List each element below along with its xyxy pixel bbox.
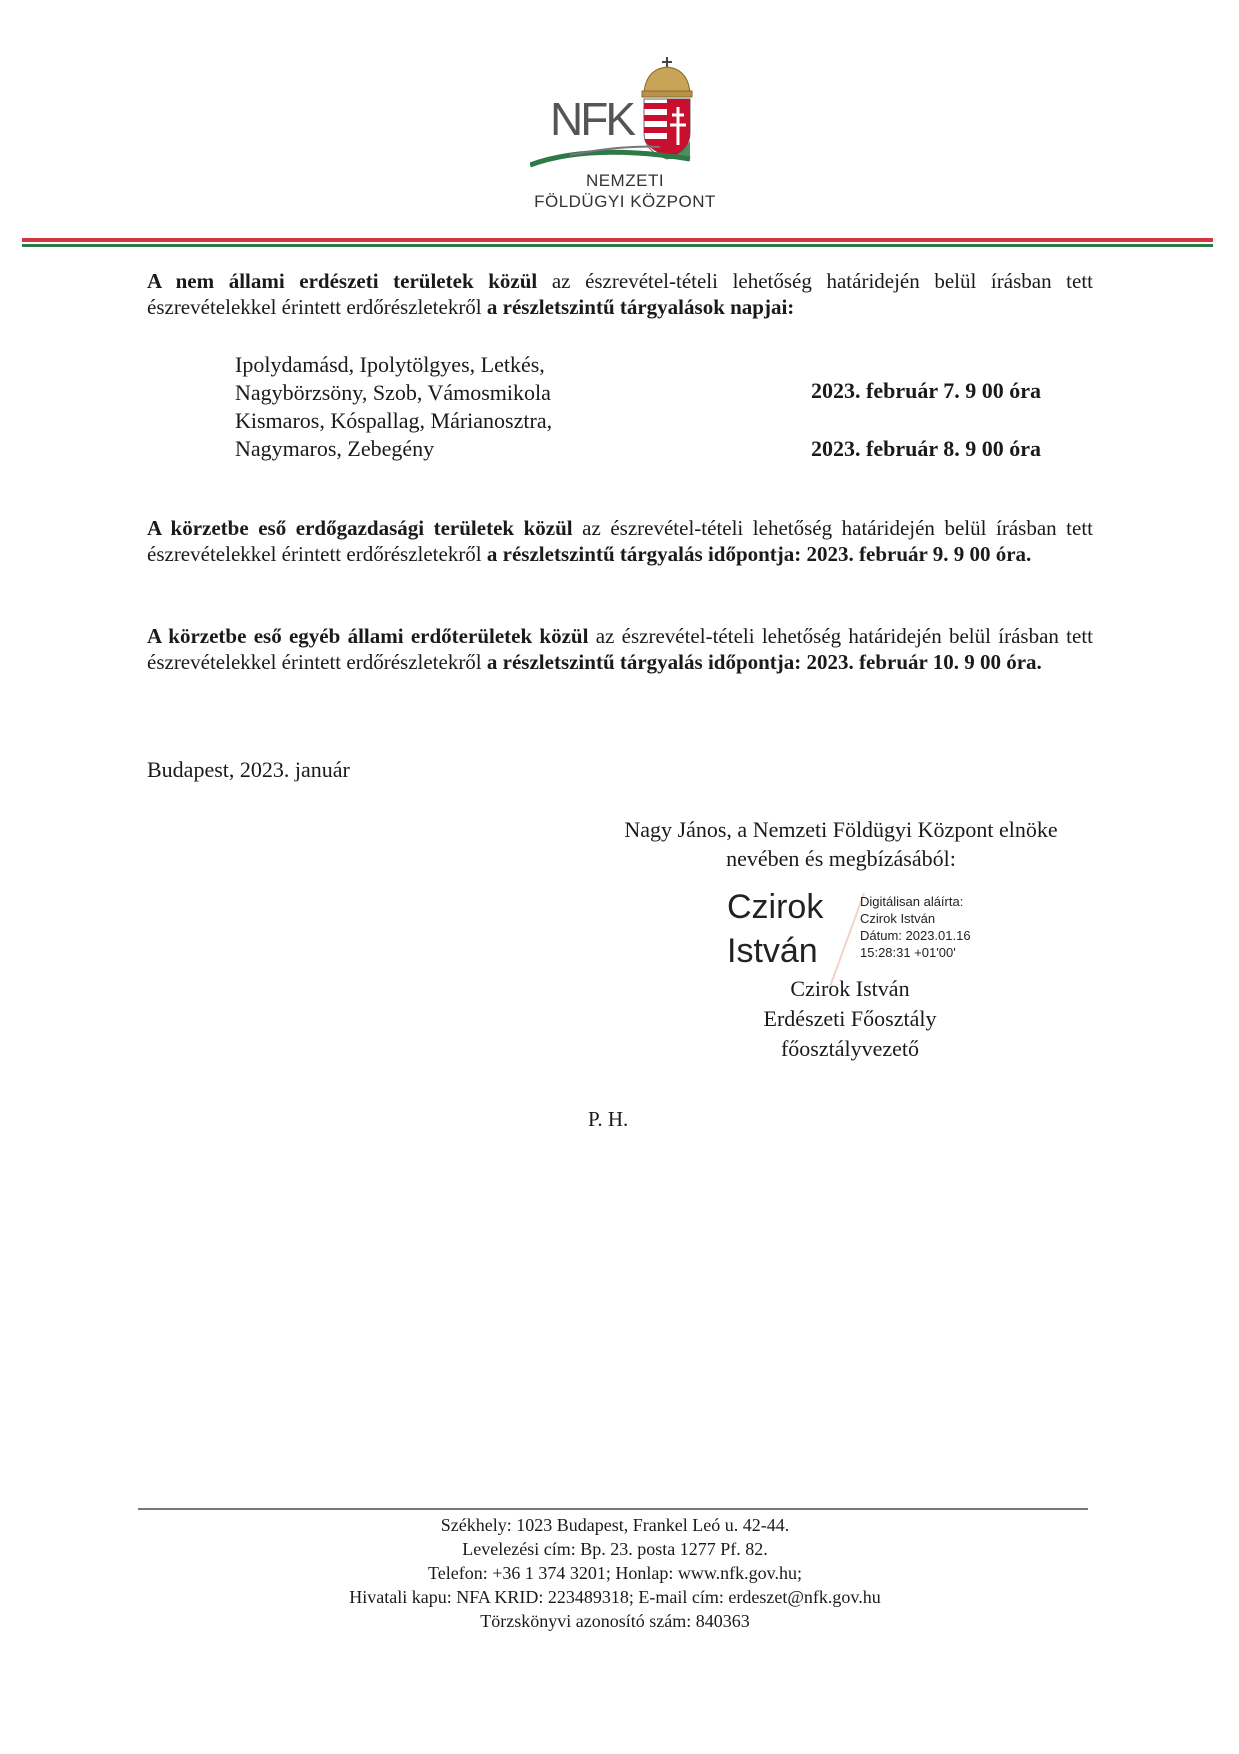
para2-bold-lead: A körzetbe eső erdőgazdasági területek közül	[147, 516, 573, 540]
signature-first-name: Czirok	[727, 888, 824, 926]
para3-text: az észrevétel-tételi lehetőség határidején belül írásban tett észrevételekkel érintett erdőrészletekről	[147, 624, 1093, 674]
crown-icon	[642, 57, 692, 97]
digital-signer: Czirok István	[860, 911, 936, 926]
digital-time: 15:28:31 +01'00'	[860, 945, 956, 960]
meeting-date-1: 2023. február 7. 9 00 óra	[811, 378, 1041, 403]
para1-text: az észrevétel-tételi lehetőség határidején belül írásban tett észrevételekkel érintett erdőrészletekről	[147, 269, 1093, 319]
svg-text:NFK: NFK	[550, 93, 633, 145]
footer-phone-web: Telefon: +36 1 374 3201; Honlap: www.nfk.gov.hu;	[427, 1563, 802, 1583]
signatory	[700, 974, 1000, 1064]
paragraph-other-state-forests	[147, 623, 1093, 675]
paragraph-nonstate-forests	[147, 268, 1093, 320]
footer-postal: Levelezési cím: Bp. 23. posta 1277 Pf. 82.	[462, 1539, 768, 1559]
para1-bold-tail: a részletszintű tárgyalások napjai:	[486, 295, 795, 319]
para3-bold-tail: a részletszintű tárgyalás időpontja: 2023. február 10. 9 00 óra.	[486, 650, 1042, 674]
para2-text: az észrevétel-tételi lehetőség határidején belül írásban tett észrevételekkel érintett erdőrészletekről	[147, 516, 1093, 566]
authority-line-2: nevében és megbízásából:	[726, 846, 956, 871]
place-and-date: Budapest, 2023. január	[147, 757, 350, 782]
settlement-line: Kismaros, Kóspallag, Márianosztra,	[235, 408, 553, 433]
authority-line-1: Nagy János, a Nemzeti Földügyi Központ elnöke	[624, 817, 1058, 842]
org-line-2: FÖLDÜGYI KÖZPONT	[534, 192, 716, 211]
footer-registry: Törzskönyvi azonosító szám: 840363	[480, 1611, 750, 1631]
digital-signature-info	[860, 893, 971, 961]
signatory-name: Czirok István	[790, 976, 910, 1001]
digital-signed-label: Digitálisan aláírta:	[860, 894, 964, 909]
org-line-1: NEMZETI	[585, 171, 665, 190]
settlement-line: Nagybörzsöny, Szob, Vámosmikola	[235, 380, 551, 405]
footer-contact	[200, 1513, 1030, 1633]
digital-signature-name	[727, 885, 823, 973]
signatory-department: Erdészeti Főosztály	[763, 1006, 937, 1031]
stamp-placeholder: P. H.	[588, 1107, 629, 1131]
digital-date: Dátum: 2023.01.16	[860, 928, 971, 943]
meeting-date-2: 2023. február 8. 9 00 óra	[811, 436, 1041, 461]
paragraph-forestry-areas	[147, 515, 1093, 567]
signature-authority	[585, 815, 1097, 873]
signature-last-name: István	[727, 932, 818, 970]
signatory-title: főosztályvezető	[780, 1036, 920, 1061]
footer-rule	[138, 1508, 1088, 1510]
settlement-line: Ipolydamásd, Ipolytölgyes, Letkés,	[235, 352, 545, 377]
para2-bold-tail: a részletszintű tárgyalás időpontja: 2023. február 9. 9 00 óra.	[486, 542, 1032, 566]
settlement-line: Nagymaros, Zebegény	[235, 436, 435, 461]
para3-bold-lead: A körzetbe eső egyéb állami erdőterületek közül	[147, 624, 589, 648]
header-rule-red	[22, 238, 1213, 242]
settlement-list	[235, 351, 615, 463]
footer-address: Székhely: 1023 Budapest, Frankel Leó u. 42-44.	[440, 1515, 790, 1535]
organization-name	[480, 170, 770, 212]
footer-gate-email: Hivatali kapu: NFA KRID: 223489318; E-mail cím: erdeszet@nfk.gov.hu	[349, 1587, 881, 1607]
header-rule-green	[22, 244, 1213, 247]
para1-bold-lead: A nem állami erdészeti területek közül	[147, 269, 538, 293]
shield-icon	[644, 99, 690, 159]
